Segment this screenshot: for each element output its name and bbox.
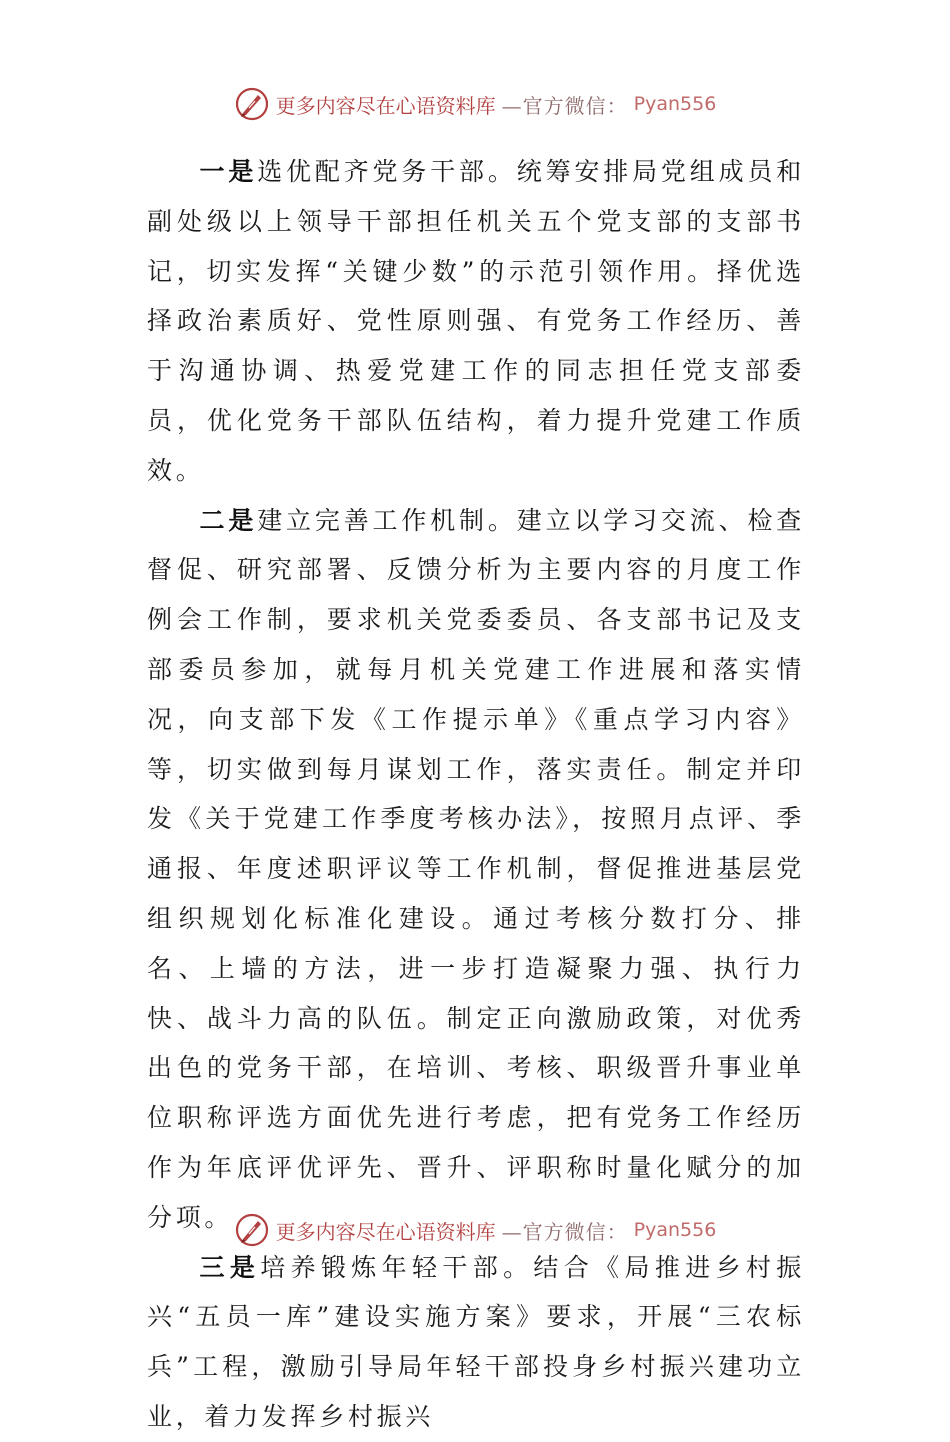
paragraph-lead: 三是: [199, 1252, 261, 1282]
paragraph-lead: 二是: [199, 505, 258, 535]
watermark-main-text: 更多内容尽在心语资料库: [275, 93, 496, 118]
paragraph-lead: 一是: [199, 157, 258, 186]
paragraph-text: 培养锻炼年轻干部。结合《局推进乡村振兴“五员一库”建设实施方案》要求，开展“三农标兵”工程，激励引导局年轻干部投身乡村振兴建功立业，着力发挥乡村振兴: [147, 1252, 805, 1431]
header-watermark: [0, 84, 950, 124]
paragraph-text: 建立完善工作机制。建立以学习交流、检查督促、研究部署、反馈分析为主要内容的月度工作例会工作制，要求机关党委委员、各支部书记及支部委员参加，就每月机关党建工作进展和落实情况，向支部下发《工作提示单》《重点学习内容》等，切实做到每月谋划工作，落实责任。制定并印发《关于党建工作季度考核办法》，按照月点评、季通报、年度述职评议等工作机制，督促推进基层党组织规划化标准化建设。通过考核分数打分、排名、上墙的方法，进一步打造凝聚力强、执行力快、战斗力高的队伍。制定正向激励政策，对优秀出色的党务干部，在培训、考核、职级晋升事业单位职称评选方面优先进行考虑，把有党务工作经历作为年底评优评先、晋升、评职称时量化赋分的加分项。: [147, 505, 805, 1232]
watermark-id-text: Pyan556: [633, 1219, 717, 1241]
paragraph-3: [147, 1243, 805, 1442]
paragraph-2: [147, 496, 805, 1243]
footer-watermark: [0, 1210, 950, 1250]
paragraph-1: [147, 147, 805, 496]
quill-pen-icon: [234, 1212, 270, 1248]
quill-pen-icon: [234, 86, 270, 122]
watermark-sub-text: —官方微信：: [501, 93, 628, 118]
watermark-id-text: Pyan556: [633, 93, 717, 115]
watermark-sub-text: —官方微信：: [501, 1219, 628, 1244]
paragraph-text: 选优配齐党务干部。统筹安排局党组成员和副处级以上领导干部担任机关五个党支部的支部书记，切实发挥“关键少数”的示范引领作用。择优选择政治素质好、党性原则强、有党务工作经历、善于沟通协调、热爱党建工作的同志担任党支部委员，优化党务干部队伍结构，着力提升党建工作质效。: [147, 157, 805, 485]
watermark-main-text: 更多内容尽在心语资料库: [275, 1219, 496, 1244]
